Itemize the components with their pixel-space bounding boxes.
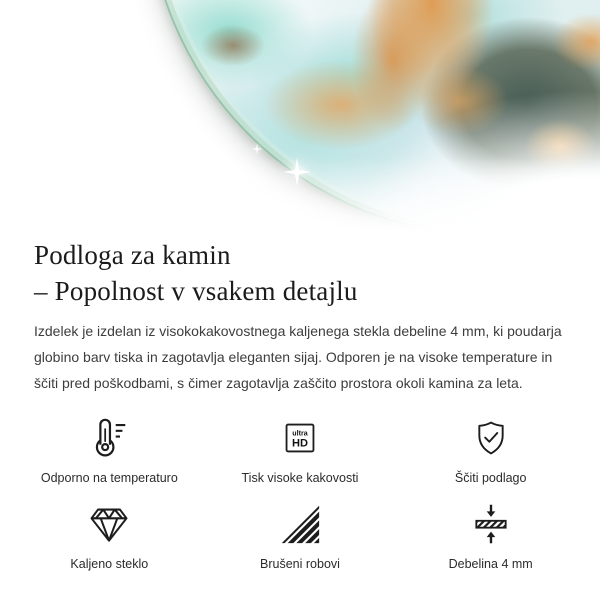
- feature-label: Debelina 4 mm: [448, 557, 533, 571]
- title-line-1: Podloga za kamin: [34, 240, 231, 270]
- feature-label: Brušeni robovi: [260, 557, 340, 571]
- ultra-hd-icon: [281, 419, 319, 457]
- feature-label: Odporno na temperaturo: [40, 471, 178, 485]
- product-description: Izdelek je izdelan iz visokokakovostnega kaljenega stekla debeline 4 mm, ki poudarja globino barv tiska in zagotavlja eleganten sijaj. Odporen je na visoke temperature in ščiti pred poškodbami, s čimer zagotavlja zaščito prostora okoli kamina za leta.: [34, 323, 562, 391]
- hatched-edge-icon: [279, 503, 321, 545]
- shield-check-icon: [471, 418, 511, 458]
- thickness-arrows-icon: [469, 502, 513, 546]
- svg-text:ultra: ultra: [292, 429, 308, 438]
- page-title: [34, 237, 566, 309]
- svg-text:HD: HD: [291, 437, 308, 450]
- feature-protection: [395, 415, 586, 485]
- feature-thickness: [395, 501, 586, 571]
- feature-label: Kaljeno steklo: [70, 557, 149, 571]
- feature-temperature: [14, 415, 205, 485]
- feature-print-quality: [205, 415, 396, 485]
- feature-ground-edges: [205, 501, 396, 571]
- feature-label: Ščiti podlago: [454, 471, 527, 485]
- diamond-icon: [88, 503, 130, 545]
- sparkle-icon: [282, 157, 312, 187]
- sparkle-small-icon: [251, 143, 263, 155]
- feature-label: Tisk visoke kakovosti: [241, 471, 359, 485]
- thermometer-icon: [86, 415, 132, 461]
- product-info: [0, 237, 600, 396]
- product-image: [0, 0, 600, 232]
- feature-tempered-glass: [14, 501, 205, 571]
- feature-grid: [0, 415, 600, 571]
- glass-disc: [146, 0, 600, 232]
- title-line-2: – Popolnost v vsakem detajlu: [34, 276, 358, 306]
